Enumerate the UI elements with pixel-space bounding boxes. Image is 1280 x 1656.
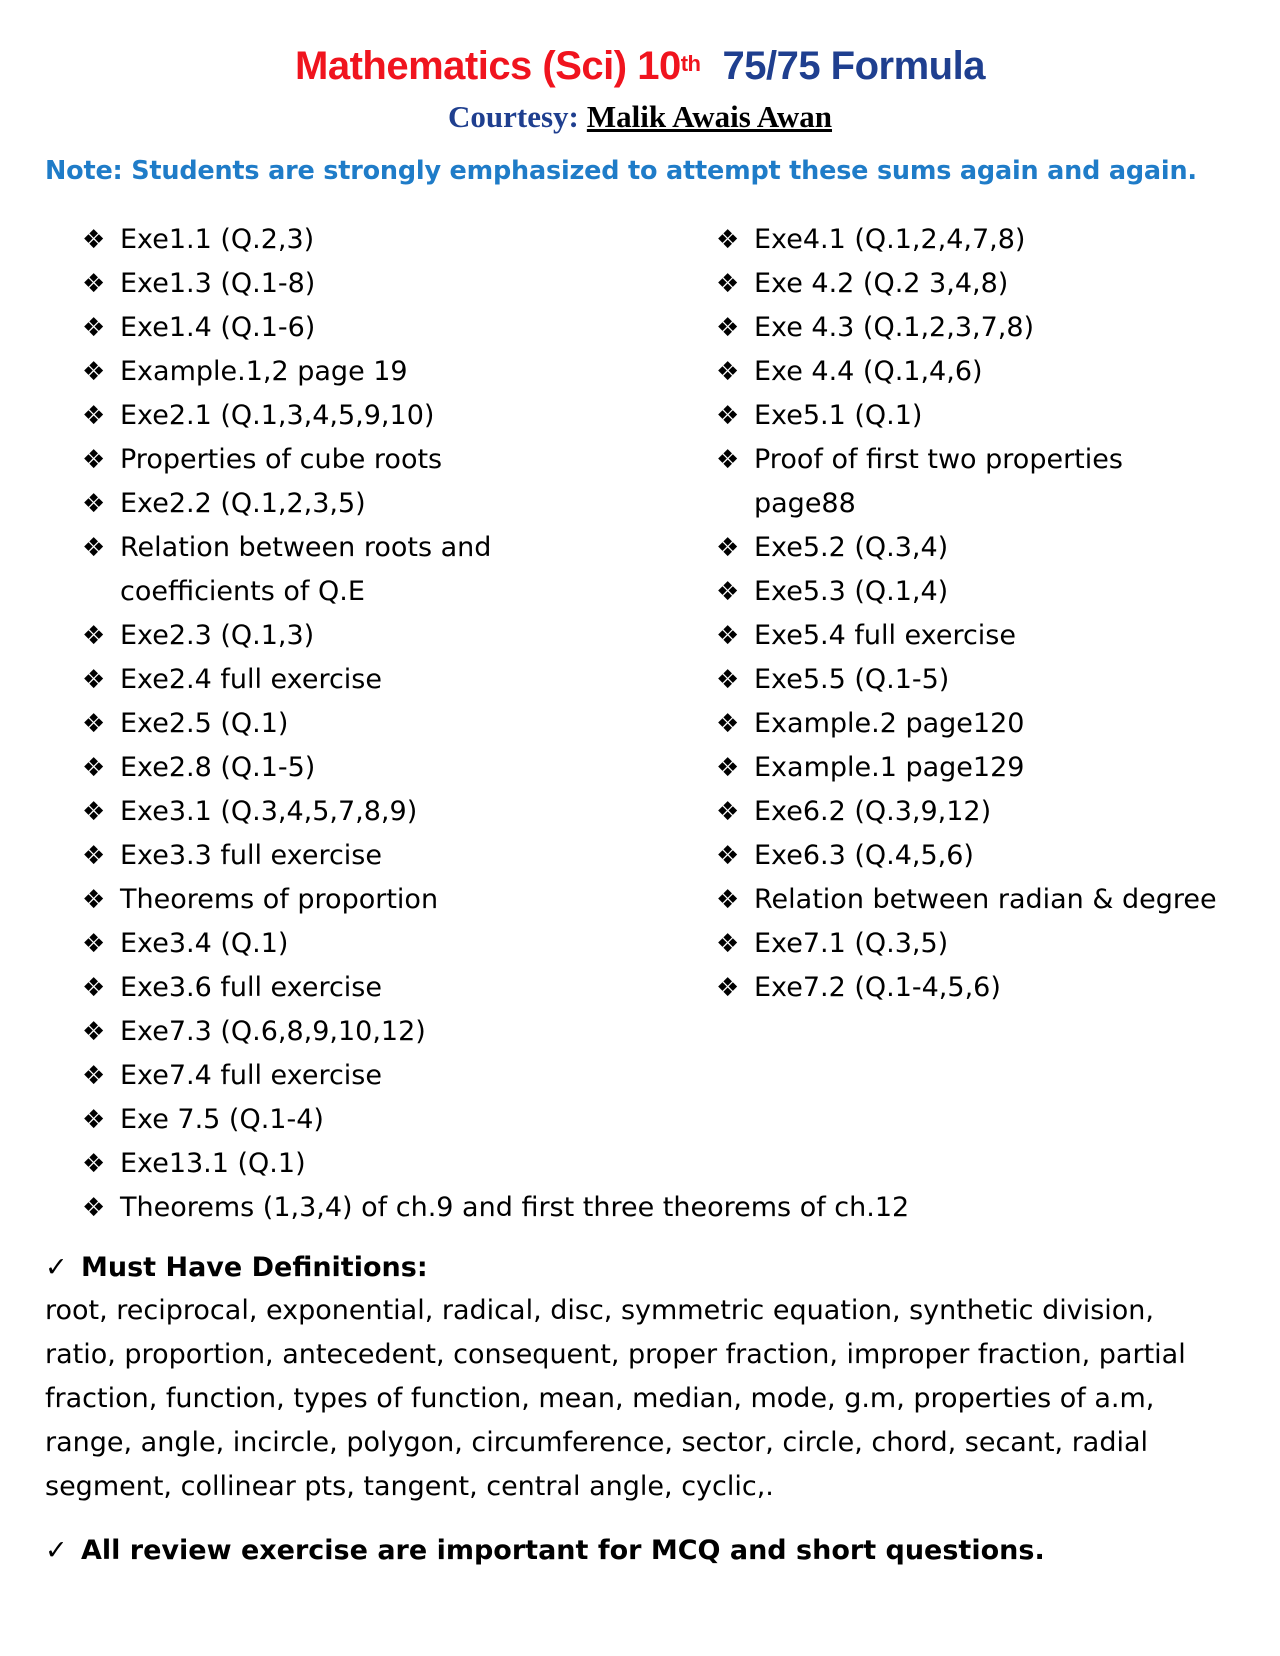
title-formula: 75/75 Formula xyxy=(722,44,985,88)
topic-item xyxy=(82,262,682,306)
topic-text: page88 xyxy=(754,488,856,519)
diamond-bullet-icon: ❖ xyxy=(82,753,106,783)
topic-item xyxy=(82,394,682,438)
title-subject: Mathematics (Sci) 10 xyxy=(295,44,681,88)
topic-item xyxy=(82,1054,682,1098)
topic-text: Exe4.1 (Q.1,2,4,7,8) xyxy=(754,224,1026,255)
topic-item xyxy=(82,350,682,394)
topic-item xyxy=(716,218,1256,262)
topic-text: Exe1.4 (Q.1-6) xyxy=(120,312,316,343)
topic-item xyxy=(82,614,682,658)
topic-text: Theorems (1,3,4) of ch.9 and first three theorems of ch.12 xyxy=(120,1192,910,1223)
diamond-bullet-icon: ❖ xyxy=(716,621,740,651)
topic-item xyxy=(82,1010,682,1054)
topic-text: Properties of cube roots xyxy=(120,444,443,475)
topic-text: Exe2.2 (Q.1,2,3,5) xyxy=(120,488,366,519)
topic-text: Exe2.5 (Q.1) xyxy=(120,708,289,739)
topic-item xyxy=(716,878,1256,922)
diamond-bullet-icon: ❖ xyxy=(716,973,740,1003)
diamond-bullet-icon: ❖ xyxy=(82,621,106,651)
topic-text: Exe 4.2 (Q.2 3,4,8) xyxy=(754,268,1009,299)
courtesy-line xyxy=(0,98,1280,136)
topic-text: Exe2.3 (Q.1,3) xyxy=(120,620,315,651)
diamond-bullet-icon: ❖ xyxy=(716,401,740,431)
diamond-bullet-icon: ❖ xyxy=(82,1193,106,1223)
topic-text: Exe5.2 (Q.3,4) xyxy=(754,532,949,563)
definitions-line: range, angle, incircle, polygon, circumference, sector, circle, chord, secant, radial xyxy=(45,1427,1149,1458)
diamond-bullet-icon: ❖ xyxy=(82,357,106,387)
topic-text: Exe7.1 (Q.3,5) xyxy=(754,928,949,959)
diamond-bullet-icon: ❖ xyxy=(716,577,740,607)
topic-text: Example.2 page120 xyxy=(754,708,1025,739)
topic-item xyxy=(716,702,1256,746)
topic-item xyxy=(82,1142,682,1186)
topic-item xyxy=(716,306,1256,350)
diamond-bullet-icon: ❖ xyxy=(82,929,106,959)
diamond-bullet-icon: ❖ xyxy=(82,841,106,871)
topic-text: Exe3.1 (Q.3,4,5,7,8,9) xyxy=(120,796,418,827)
topic-item xyxy=(82,702,682,746)
diamond-bullet-icon: ❖ xyxy=(82,665,106,695)
topic-item xyxy=(82,658,682,702)
checkmark-icon: ✓ xyxy=(45,1535,68,1566)
diamond-bullet-icon: ❖ xyxy=(716,929,740,959)
topic-text: Exe2.1 (Q.1,3,4,5,9,10) xyxy=(120,400,435,431)
diamond-bullet-icon: ❖ xyxy=(82,1017,106,1047)
diamond-bullet-icon: ❖ xyxy=(716,313,740,343)
topic-item xyxy=(82,438,682,482)
topic-item xyxy=(716,350,1256,394)
diamond-bullet-icon: ❖ xyxy=(82,973,106,1003)
diamond-bullet-icon: ❖ xyxy=(82,445,106,475)
definitions-line: segment, collinear pts, tangent, central angle, cyclic,. xyxy=(45,1471,774,1502)
author-name: Malik Awais Awan xyxy=(586,99,833,134)
topic-item xyxy=(82,746,682,790)
topic-text: Exe5.5 (Q.1-5) xyxy=(754,664,950,695)
topic-text: Exe13.1 (Q.1) xyxy=(120,1148,306,1179)
topic-item xyxy=(716,658,1256,702)
topic-item xyxy=(716,570,1256,614)
topic-item xyxy=(82,482,682,526)
topic-item xyxy=(82,218,682,262)
courtesy-label: Courtesy: xyxy=(447,99,579,134)
diamond-bullet-icon: ❖ xyxy=(716,269,740,299)
diamond-bullet-icon: ❖ xyxy=(716,885,740,915)
topic-text: Exe1.1 (Q.2,3) xyxy=(120,224,315,255)
diamond-bullet-icon: ❖ xyxy=(716,753,740,783)
definitions-line: root, reciprocal, exponential, radical, disc, symmetric equation, synthetic division, xyxy=(45,1295,1155,1326)
topic-text: Exe6.3 (Q.4,5,6) xyxy=(754,840,974,871)
topic-text: Exe2.4 full exercise xyxy=(120,664,382,695)
topic-item xyxy=(82,790,682,834)
topic-text: Exe5.1 (Q.1) xyxy=(754,400,923,431)
topic-item xyxy=(716,438,1256,526)
diamond-bullet-icon: ❖ xyxy=(82,225,106,255)
topic-item xyxy=(716,262,1256,306)
topic-text: Exe 7.5 (Q.1-4) xyxy=(120,1104,324,1135)
diamond-bullet-icon: ❖ xyxy=(716,841,740,871)
topic-item xyxy=(716,746,1256,790)
topic-text: Proof of first two properties xyxy=(754,444,1123,475)
diamond-bullet-icon: ❖ xyxy=(82,313,106,343)
diamond-bullet-icon: ❖ xyxy=(82,401,106,431)
topic-text: Exe1.3 (Q.1-8) xyxy=(120,268,316,299)
diamond-bullet-icon: ❖ xyxy=(82,1105,106,1135)
topic-text: Exe5.4 full exercise xyxy=(754,620,1016,651)
topic-text: Exe5.3 (Q.1,4) xyxy=(754,576,949,607)
topic-item xyxy=(716,966,1256,1010)
topic-text: Relation between roots and xyxy=(120,532,492,563)
definitions-heading xyxy=(45,1248,428,1288)
note-text: Note: Students are strongly emphasized to attempt these sums again and again. xyxy=(45,156,1197,186)
topic-text: Exe7.4 full exercise xyxy=(120,1060,382,1091)
topic-item xyxy=(716,614,1256,658)
topic-text: Example.1 page129 xyxy=(754,752,1025,783)
review-note-text: All review exercise are important for MCQ and short questions. xyxy=(81,1535,1045,1566)
topic-text: Exe7.2 (Q.1-4,5,6) xyxy=(754,972,1001,1003)
topic-text: Exe7.3 (Q.6,8,9,10,12) xyxy=(120,1016,426,1047)
definitions-line: ratio, proportion, antecedent, consequent, proper fraction, improper fraction, partial xyxy=(45,1339,1186,1370)
topic-item xyxy=(716,526,1256,570)
topic-text: Example.1,2 page 19 xyxy=(120,356,408,387)
diamond-bullet-icon: ❖ xyxy=(82,797,106,827)
topic-item xyxy=(82,922,682,966)
topic-text: coefficients of Q.E xyxy=(120,576,365,607)
topic-text: Exe6.2 (Q.3,9,12) xyxy=(754,796,992,827)
diamond-bullet-icon: ❖ xyxy=(82,533,106,563)
diamond-bullet-icon: ❖ xyxy=(82,1149,106,1179)
checkmark-icon: ✓ xyxy=(45,1252,68,1283)
topic-item xyxy=(82,834,682,878)
diamond-bullet-icon: ❖ xyxy=(82,269,106,299)
diamond-bullet-icon: ❖ xyxy=(716,225,740,255)
topic-item xyxy=(716,790,1256,834)
topic-text: Exe 4.4 (Q.1,4,6) xyxy=(754,356,983,387)
definitions-line: fraction, function, types of function, mean, median, mode, g.m, properties of a.m, xyxy=(45,1383,1155,1414)
topic-text: Exe3.3 full exercise xyxy=(120,840,382,871)
topic-item xyxy=(716,922,1256,966)
diamond-bullet-icon: ❖ xyxy=(716,445,740,475)
definitions-heading-text: Must Have Definitions: xyxy=(81,1252,428,1283)
topic-text: Exe2.8 (Q.1-5) xyxy=(120,752,316,783)
right-topic-list xyxy=(716,218,1256,1010)
review-note xyxy=(45,1531,1045,1571)
topic-item xyxy=(82,526,682,614)
diamond-bullet-icon: ❖ xyxy=(82,885,106,915)
diamond-bullet-icon: ❖ xyxy=(716,797,740,827)
topic-text: Exe3.6 full exercise xyxy=(120,972,382,1003)
diamond-bullet-icon: ❖ xyxy=(716,357,740,387)
diamond-bullet-icon: ❖ xyxy=(82,709,106,739)
topic-text: Theorems of proportion xyxy=(120,884,439,915)
topic-text: Exe3.4 (Q.1) xyxy=(120,928,289,959)
topic-text: Relation between radian & degree xyxy=(754,884,1217,915)
diamond-bullet-icon: ❖ xyxy=(82,1061,106,1091)
diamond-bullet-icon: ❖ xyxy=(716,665,740,695)
diamond-bullet-icon: ❖ xyxy=(82,489,106,519)
diamond-bullet-icon: ❖ xyxy=(716,533,740,563)
topic-item xyxy=(82,306,682,350)
topic-item xyxy=(82,1098,682,1142)
topic-item xyxy=(716,394,1256,438)
topic-text: Exe 4.3 (Q.1,2,3,7,8) xyxy=(754,312,1035,343)
topic-item xyxy=(716,834,1256,878)
diamond-bullet-icon: ❖ xyxy=(716,709,740,739)
title-superscript: th xyxy=(680,51,701,76)
topic-item xyxy=(82,878,682,922)
topic-item xyxy=(82,1186,910,1230)
definitions-text xyxy=(45,1289,1235,1509)
topic-item xyxy=(82,966,682,1010)
page-title xyxy=(0,42,1280,90)
